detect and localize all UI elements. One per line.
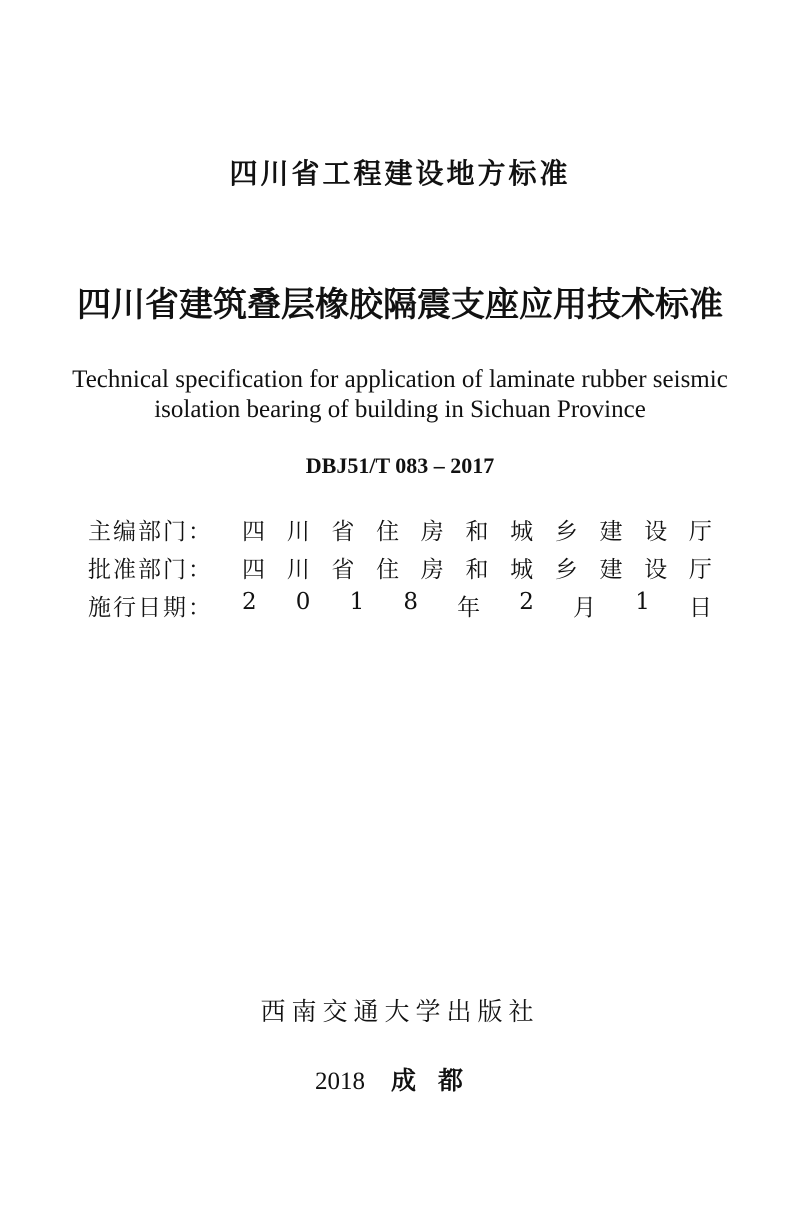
imprint-city: 成都 (390, 1066, 485, 1095)
publisher: 西南交通大学出版社 (260, 997, 540, 1026)
editor-char: 厅 (688, 518, 712, 545)
approver-value (242, 551, 712, 584)
approver-char: 城 (510, 556, 534, 583)
effective-date-label: 施行日期： (88, 594, 213, 621)
info-block (88, 510, 728, 624)
approver-char: 四 (242, 556, 265, 583)
approver-char: 乡 (554, 556, 578, 583)
editor-char: 城 (510, 518, 534, 545)
editor-char: 设 (644, 518, 668, 545)
editor-char: 房 (420, 518, 444, 545)
date-char: 1 (635, 588, 650, 615)
editor-label: 主编部门： (88, 518, 213, 545)
approver-char: 住 (376, 556, 400, 583)
editor-char: 建 (599, 518, 623, 545)
editor-char: 和 (465, 518, 489, 545)
approver-char: 厅 (688, 556, 712, 583)
date-char: 1 (349, 588, 365, 615)
approver-char: 和 (465, 556, 489, 583)
effective-date-value (242, 589, 712, 622)
english-title-line-1: Technical specification for application of laminate rubber seismic (72, 366, 728, 393)
series-title: 四川省工程建设地方标准 (229, 157, 571, 190)
date-char: 年 (457, 594, 481, 621)
date-char: 8 (403, 588, 418, 615)
approver-label: 批准部门： (88, 556, 213, 583)
effective-date-row (88, 586, 728, 624)
editor-char: 省 (331, 518, 355, 545)
approver-char: 省 (331, 556, 355, 583)
editor-char: 川 (286, 518, 310, 545)
date-char: 2 (242, 588, 257, 615)
imprint-year: 2018 (314, 1068, 365, 1095)
imprint (0, 1061, 800, 1097)
date-char: 月 (573, 594, 597, 621)
english-title-line-2: isolation bearing of building in Sichuan Province (154, 396, 646, 423)
approver-char: 川 (286, 556, 310, 583)
editor-char: 乡 (554, 518, 578, 545)
date-char: 0 (295, 588, 311, 615)
date-char: 日 (688, 594, 712, 621)
editor-row (88, 510, 728, 548)
standard-code: DBJ51/T 083 – 2017 (305, 453, 495, 478)
editor-char: 住 (376, 518, 400, 545)
approver-char: 建 (599, 556, 623, 583)
approver-char: 房 (420, 556, 444, 583)
editor-char: 四 (242, 518, 265, 545)
english-title (0, 365, 800, 425)
main-title: 四川省建筑叠层橡胶隔震支座应用技术标准 (77, 285, 723, 325)
editor-value (242, 513, 712, 546)
approver-char: 设 (644, 556, 668, 583)
date-char: 2 (519, 588, 534, 615)
approver-row (88, 548, 728, 586)
